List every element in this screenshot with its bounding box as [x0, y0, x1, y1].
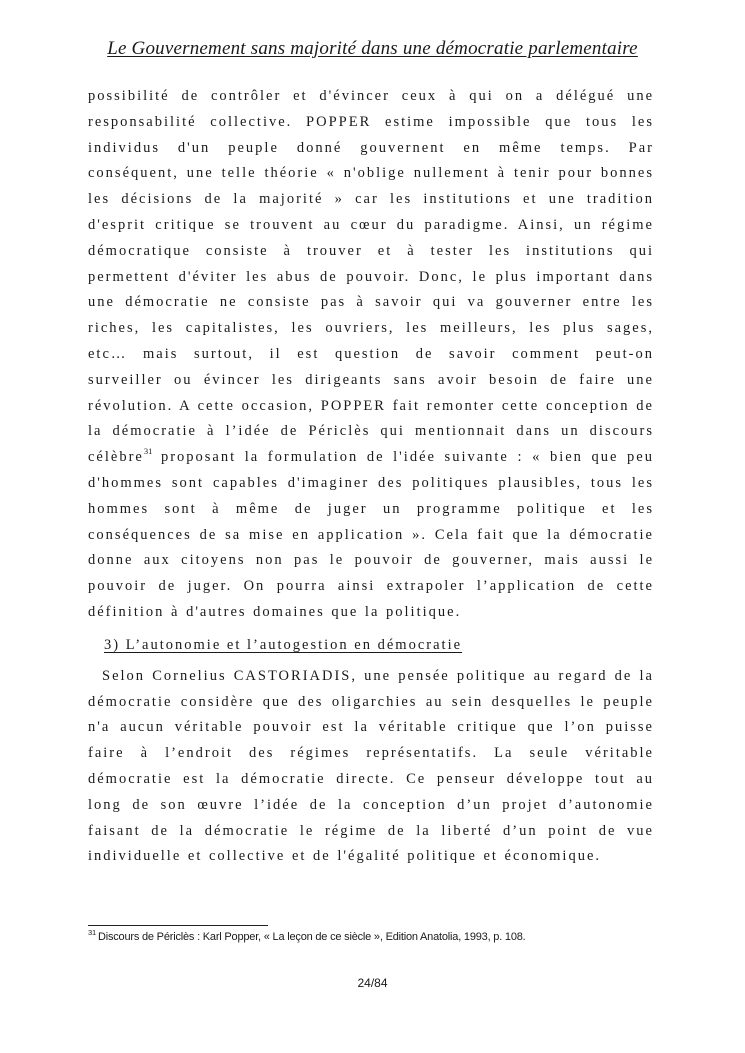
- footnote: [88, 928, 526, 943]
- main-text: [88, 84, 654, 870]
- footnote-reference[interactable]: 31: [143, 446, 153, 457]
- paragraph-popper: [88, 84, 654, 626]
- running-header: Le Gouvernement sans majorité dans une démocratie parlementaire: [107, 38, 638, 59]
- footnote-number: 31: [88, 928, 96, 937]
- footnote-divider: [88, 925, 268, 926]
- section-heading: 3) L’autonomie et l’autogestion en démocratie: [104, 636, 463, 653]
- footnote-text: Discours de Périclès : Karl Popper, « La leçon de ce siècle », Edition Anatolia, 1993, p. 108.: [97, 931, 526, 943]
- page-number: 24/84: [357, 976, 388, 990]
- paragraph-popper-continuation: proposant la formulation de l'idée suivante : « bien que peu d'hommes sont capables d'imaginer des politiques plausibles, tous les hommes sont à même de juger un programme politique et les conséquences de sa mise en application ». Cela fait que la démocratie donne aux citoyens non pas le pouvoir de gouverner, mais aussi le pouvoir de juger. On pourra ainsi extrapoler l’application de cette définition à d'autres domaines que la politique.: [88, 449, 654, 620]
- paragraph-popper-text: possibilité de contrôler et d'évincer ceux à qui on a délégué une responsabilité collective. POPPER estime impossible que tous les individus d'un peuple donné gouvernent en même temps. Par conséquent, une telle théorie « n'oblige nullement à tenir pour bonnes les décisions de la majorité » car les institutions et une tradition d'esprit critique se trouvent au cœur du paradigme. Ainsi, un régime démocratique consiste à trouver et à tester les institutions qui permettent d'éviter les abus de pouvoir. Donc, le plus important dans une démocratie ne consiste pas à savoir qui va gouverner entre les riches, les capitalistes, les ouvriers, les meilleurs, les plus sages, etc… mais surtout, il est question de savoir comment peut-on surveiller ou évincer les dirigeants sans avoir besoin de faire une révolution. A cette occasion, POPPER fait remonter cette conception de la démocratie à l’idée de Périclès qui mentionnait dans un discours célèbre: [88, 88, 654, 466]
- paragraph-castoriadis: Selon Cornelius CASTORIADIS, une pensée politique au regard de la démocratie considère que des oligarchies au sein desquelles le peuple n'a aucun véritable pouvoir est la véritable critique que l’on puisse faire à l’endroit des régimes représentatifs. La seule véritable démocratie est la démocratie directe. Ce penseur développe tout au long de son œuvre l’idée de la conception d’un projet d’autonomie faisant de la démocratie le régime de la liberté d’un point de vue individuelle et collective et de l'égalité politique et économique.: [88, 667, 654, 865]
